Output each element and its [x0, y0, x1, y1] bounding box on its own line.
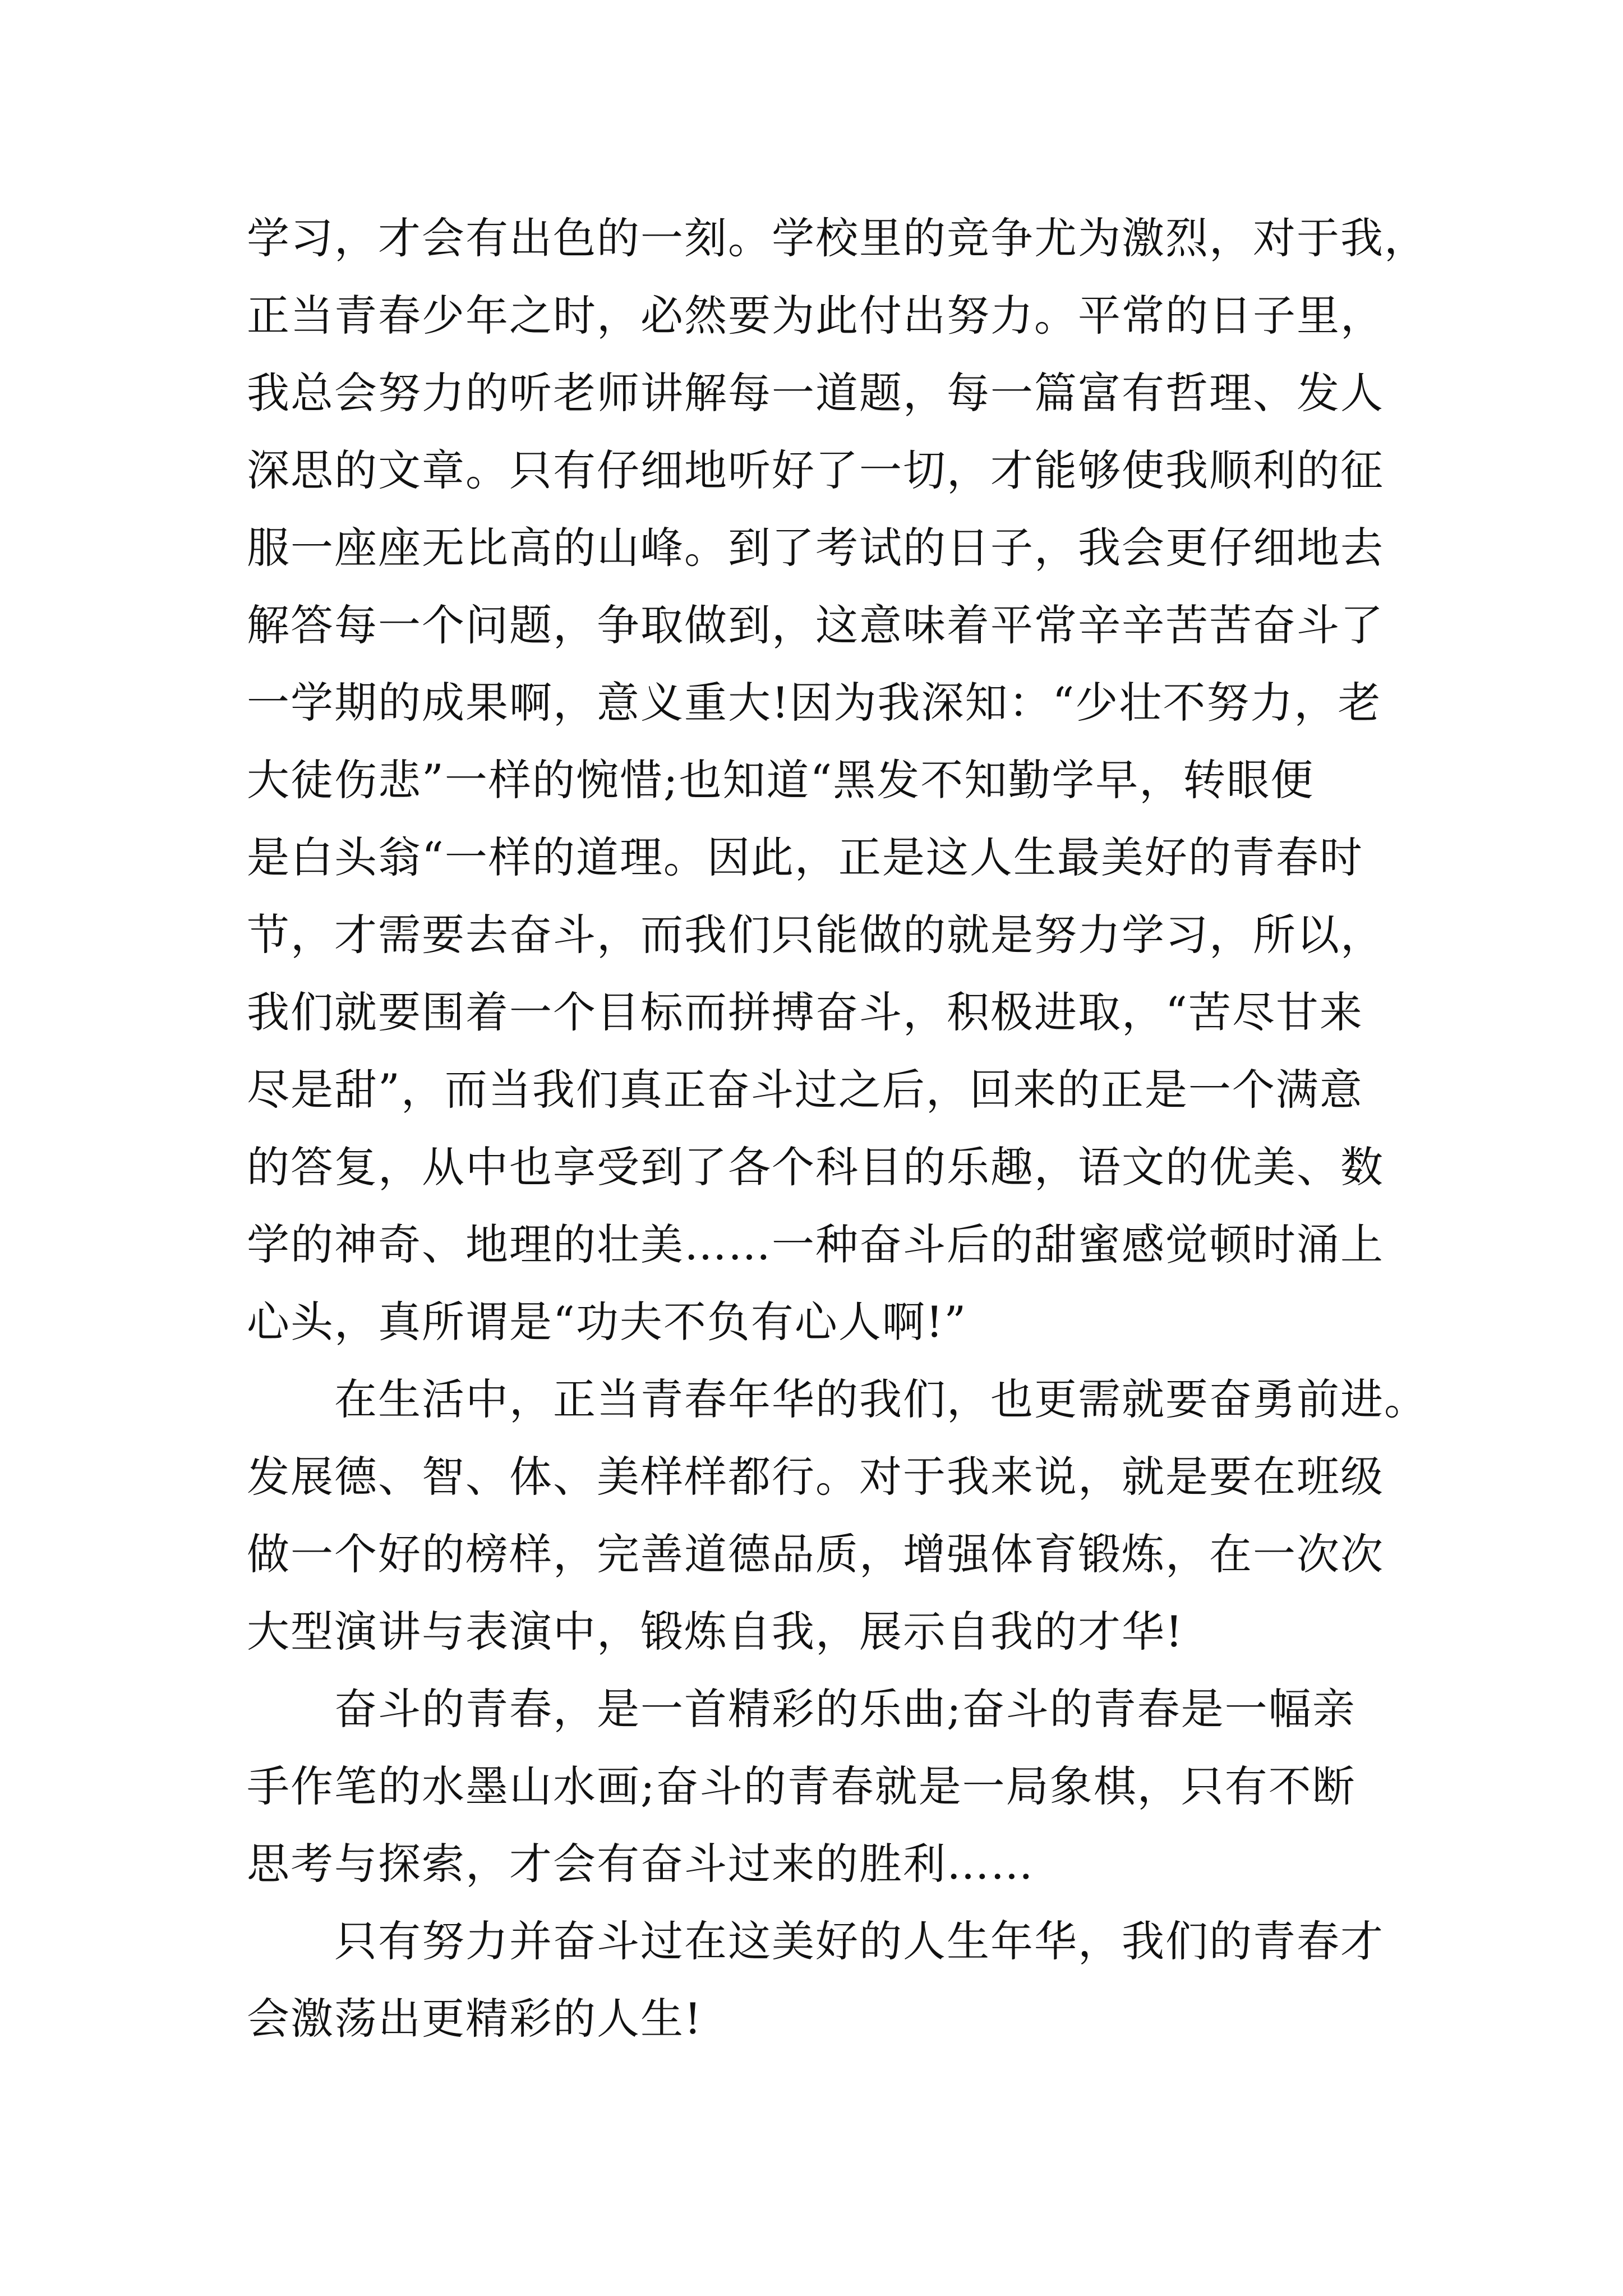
text-line: 一学期的成果啊，意义重大!因为我深知：“少壮不努力，老 [247, 678, 1382, 728]
text-line: 的答复，从中也享受到了各个科目的乐趣，语文的优美、数 [247, 1142, 1384, 1192]
text-line: 发展德、智、体、美样样都行。对于我来说，就是要在班级 [247, 1452, 1384, 1502]
text-line: 心头，真所谓是“功夫不负有心人啊!” [247, 1297, 967, 1347]
text-line: 学习，才会有出色的一刻。学校里的竞争尤为激烈，对于我， [247, 213, 1428, 263]
text-line-first: 只有努力并奋斗过在这美好的人生年华，我们的青春才 [334, 1916, 1384, 1966]
text-line-first: 奋斗的青春，是一首精彩的乐曲;奋斗的青春是一幅亲 [334, 1684, 1356, 1734]
text-line: 我总会努力的听老师讲解每一道题，每一篇富有哲理、发人 [247, 368, 1384, 418]
paragraph-3 [247, 1671, 1380, 1903]
paragraph-1 [247, 200, 1428, 1361]
text-line: 服一座座无比高的山峰。到了考试的日子，我会更仔细地去 [247, 523, 1384, 573]
text-line-first: 在生活中，正当青春年华的我们，也更需就要奋勇前进。 [334, 1374, 1428, 1424]
text-line: 节，才需要去奋斗，而我们只能做的就是努力学习，所以， [247, 910, 1384, 960]
text-line: 是白头翁“一样的道理。因此，正是这人生最美好的青春时 [247, 832, 1363, 882]
text-line: 思考与探索，才会有奋斗过来的胜利…… [247, 1839, 1034, 1889]
text-line: 手作笔的水墨山水画;奋斗的青春就是一局象棋，只有不断 [247, 1761, 1356, 1811]
text-line: 我们就要围着一个目标而拼搏奋斗，积极进取，“苦尽甘来 [247, 987, 1363, 1037]
text-line: 深思的文章。只有仔细地听好了一切，才能够使我顺利的征 [247, 445, 1384, 495]
text-line: 学的神奇、地理的壮美……一种奋斗后的甜蜜感觉顿时涌上 [247, 1220, 1384, 1269]
text-line: 正当青春少年之时，必然要为此付出努力。平常的日子里， [247, 291, 1384, 341]
paragraph-4 [247, 1903, 1384, 2058]
text-line: 会激荡出更精彩的人生! [247, 1994, 703, 2044]
text-line: 解答每一个问题，争取做到，这意味着平常辛辛苦苦奋斗了 [247, 600, 1384, 650]
text-line: 大型演讲与表演中，锻炼自我，展示自我的才华! [247, 1607, 1184, 1657]
text-line: 大徒伤悲”一样的惋惜;也知道“黑发不知勤学早，转眼便 [247, 755, 1315, 805]
document-body [247, 200, 1428, 2058]
text-line: 尽是甜”，而当我们真正奋斗过之后，回来的正是一个满意 [247, 1065, 1363, 1115]
text-line: 做一个好的榜样，完善道德品质，增强体育锻炼，在一次次 [247, 1529, 1384, 1579]
paragraph-2 [247, 1361, 1428, 1671]
